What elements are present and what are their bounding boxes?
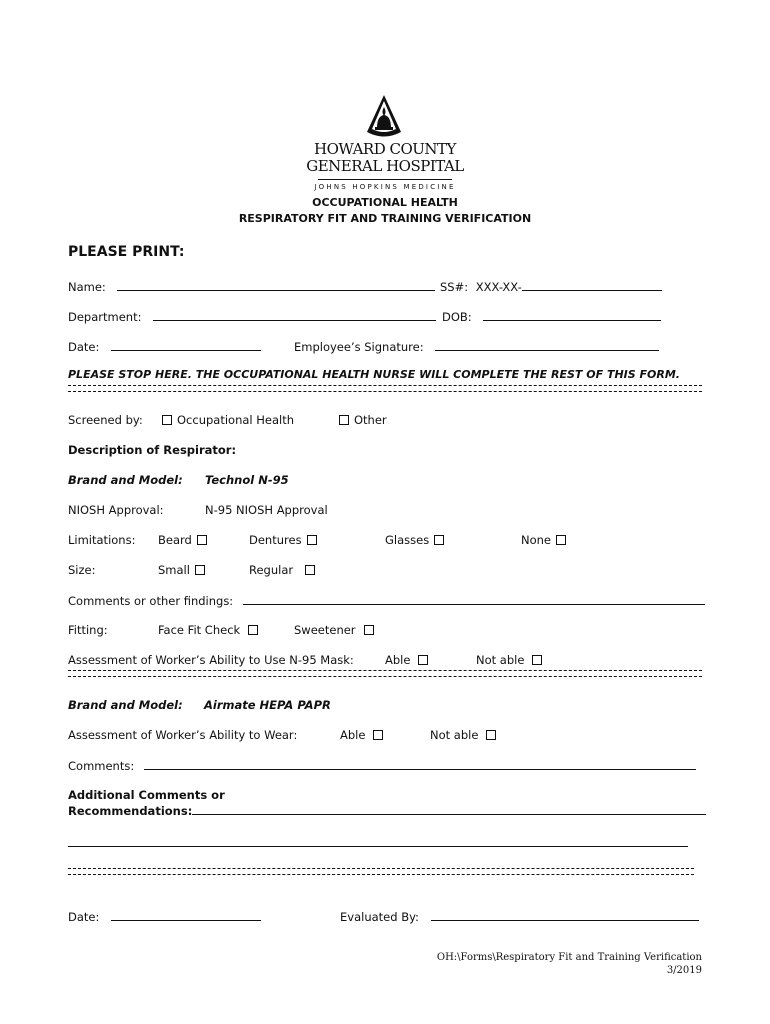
sweetener-checkbox[interactable] xyxy=(364,625,374,635)
not-able-label-1: Not able xyxy=(476,653,525,667)
assessment-not-able-1 xyxy=(476,653,542,667)
other-label: Other xyxy=(354,413,387,427)
assessment-able-1 xyxy=(385,653,428,667)
print-heading: PLEASE PRINT: xyxy=(68,244,185,260)
assessment-able-2 xyxy=(340,728,383,742)
footer-date-input[interactable] xyxy=(111,909,261,921)
limitations-label: Limitations: xyxy=(68,533,136,547)
evaluated-row xyxy=(340,909,699,924)
regular-label: Regular xyxy=(249,563,294,577)
name-label: Name: xyxy=(68,280,106,294)
able-checkbox-1[interactable] xyxy=(418,655,428,665)
footer-date-label: Date: xyxy=(68,910,100,924)
name-row xyxy=(68,279,435,294)
department-label: Department: xyxy=(68,310,142,324)
hospital-logo xyxy=(300,92,470,196)
department-row xyxy=(68,309,436,324)
comments-input-1[interactable] xyxy=(243,593,705,605)
none-checkbox[interactable] xyxy=(556,535,566,545)
brand-label-1: Brand and Model: xyxy=(68,473,183,487)
ss-prefix: XXX-XX- xyxy=(475,280,522,294)
separator-2 xyxy=(68,670,702,677)
logo-sub: JOHNS HOPKINS MEDICINE xyxy=(314,183,456,191)
size-regular xyxy=(249,563,315,577)
date-row xyxy=(68,339,261,354)
fitting-sweetener xyxy=(294,623,374,637)
not-able-label-2: Not able xyxy=(430,728,479,742)
dob-label: DOB: xyxy=(442,310,472,324)
additional-input-2[interactable] xyxy=(68,846,688,847)
screened-occupational xyxy=(162,413,294,427)
hospital-shield-icon xyxy=(364,94,404,140)
comments-row-1 xyxy=(68,593,705,608)
logo-line1: HOWARD COUNTY xyxy=(314,140,456,158)
assessment-not-able-2 xyxy=(430,728,496,742)
additional-input-1[interactable] xyxy=(192,803,706,815)
small-label: Small xyxy=(158,563,190,577)
sweetener-label: Sweetener xyxy=(294,623,356,637)
dentures-checkbox[interactable] xyxy=(307,535,317,545)
logo-line2: GENERAL HOSPITAL xyxy=(306,157,464,175)
size-label: Size: xyxy=(68,563,96,577)
face-fit-label: Face Fit Check xyxy=(158,623,241,637)
limitation-dentures xyxy=(249,533,317,547)
limitation-beard xyxy=(158,533,207,547)
small-checkbox[interactable] xyxy=(195,565,205,575)
separator-3 xyxy=(68,868,694,875)
glasses-label: Glasses xyxy=(385,533,430,547)
limitation-none xyxy=(521,533,566,547)
able-label-1: Able xyxy=(385,653,411,667)
occupational-health-checkbox[interactable] xyxy=(162,415,172,425)
glasses-checkbox[interactable] xyxy=(434,535,444,545)
none-label: None xyxy=(521,533,552,547)
fitting-face xyxy=(158,623,258,637)
footer-date: 3/2019 xyxy=(666,965,702,976)
other-checkbox[interactable] xyxy=(339,415,349,425)
signature-row xyxy=(294,339,659,354)
brand-value-1: Technol N-95 xyxy=(205,473,289,487)
date-input[interactable] xyxy=(111,339,261,351)
screened-label: Screened by: xyxy=(68,413,143,427)
not-able-checkbox-1[interactable] xyxy=(532,655,542,665)
not-able-checkbox-2[interactable] xyxy=(486,730,496,740)
able-label-2: Able xyxy=(340,728,366,742)
signature-label: Employee’s Signature: xyxy=(294,340,424,354)
footer-path: OH:\Forms\Respiratory Fit and Training Verification xyxy=(436,952,702,963)
brand-label-2: Brand and Model: xyxy=(68,698,183,712)
dentures-label: Dentures xyxy=(249,533,302,547)
niosh-label: NIOSH Approval: xyxy=(68,503,164,517)
assessment-label-1: Assessment of Worker’s Ability to Use N-95 Mask: xyxy=(68,653,354,667)
footer-date-row xyxy=(68,909,261,924)
brand-value-2: Airmate HEPA PAPR xyxy=(204,698,331,712)
niosh-value: N-95 NIOSH Approval xyxy=(205,503,328,517)
dob-input[interactable] xyxy=(483,309,661,321)
able-checkbox-2[interactable] xyxy=(373,730,383,740)
evaluated-input[interactable] xyxy=(431,909,699,921)
limitation-glasses xyxy=(385,533,444,547)
ss-label: SS#: xyxy=(440,280,469,294)
additional-line1: Additional Comments or xyxy=(68,788,225,802)
stop-notice: PLEASE STOP HERE. THE OCCUPATIONAL HEALTH NURSE WILL COMPLETE THE REST OF THIS FORM. xyxy=(68,368,680,381)
comments-label-1: Comments or other findings: xyxy=(68,594,234,608)
dob-row xyxy=(442,309,661,324)
department-input[interactable] xyxy=(153,309,436,321)
ss-row xyxy=(440,279,662,294)
size-small xyxy=(158,563,205,577)
description-heading: Description of Respirator: xyxy=(68,443,237,457)
additional-line2: Recommendations: xyxy=(68,804,193,818)
face-fit-checkbox[interactable] xyxy=(248,625,258,635)
occupational-health-label: Occupational Health xyxy=(177,413,295,427)
signature-input[interactable] xyxy=(435,339,659,351)
separator-1 xyxy=(68,385,702,392)
ss-input[interactable] xyxy=(522,279,662,291)
screened-other xyxy=(339,413,387,427)
form-title: OCCUPATIONAL HEALTH xyxy=(312,196,458,209)
assessment-label-2: Assessment of Worker’s Ability to Wear: xyxy=(68,728,298,742)
name-input[interactable] xyxy=(117,279,435,291)
comments-row-2 xyxy=(68,758,696,773)
logo-divider xyxy=(318,179,452,180)
beard-label: Beard xyxy=(158,533,192,547)
beard-checkbox[interactable] xyxy=(197,535,207,545)
form-subtitle: RESPIRATORY FIT AND TRAINING VERIFICATION xyxy=(238,212,532,225)
fitting-label: Fitting: xyxy=(68,623,108,637)
additional-row xyxy=(68,803,706,818)
date-label: Date: xyxy=(68,340,100,354)
evaluated-label: Evaluated By: xyxy=(340,910,419,924)
comments-input-2[interactable] xyxy=(144,758,696,770)
regular-checkbox[interactable] xyxy=(305,565,315,575)
comments-label-2: Comments: xyxy=(68,759,135,773)
